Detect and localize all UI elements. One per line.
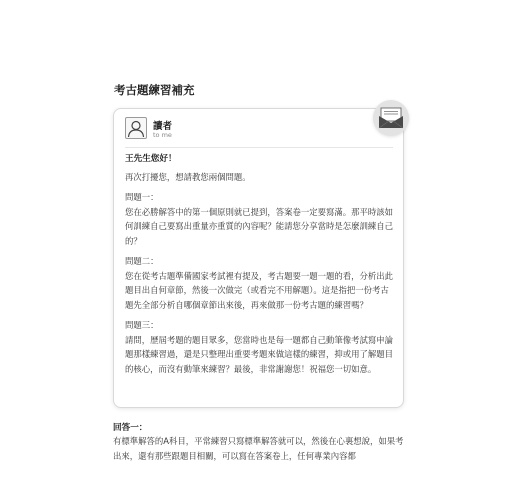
question-label: 問題一： bbox=[125, 192, 159, 202]
letter-intro: 再次打擾您，想請教您兩個問題。 bbox=[125, 171, 251, 182]
question-text: 請問，歷屆考題的題目眾多，您當時也是每一題都自己動筆像考試寫申論題那樣練習過，還是只整理出重要考題來做這樣的練習，抑或用了解題目的核心，而沒有動筆來練習？最後，非常謝謝您！祝福您一切如意。 bbox=[125, 334, 393, 374]
question-label: 問題三： bbox=[125, 320, 159, 330]
recipient-label: to me bbox=[153, 131, 172, 139]
envelope-icon bbox=[373, 100, 409, 136]
reader-letter-card bbox=[113, 108, 404, 408]
section-title: 考古題練習補充 bbox=[114, 83, 195, 97]
letter-header bbox=[125, 117, 393, 148]
letter-body bbox=[125, 151, 395, 376]
person-avatar-icon bbox=[125, 117, 147, 139]
question-label: 問題二： bbox=[125, 256, 159, 266]
question-text: 您在從考古題準備國家考試裡有提及，考古題要一題一題的看，分析出此題目出自何章節，然後一次做完（或看完不用解題）。這是指把一份考古題先全部分析自哪個章節出來後，再來做那一份考古題的練習嗎？ bbox=[125, 270, 393, 310]
answer-label: 回答一： bbox=[113, 423, 148, 433]
sender-name: 讀者 bbox=[153, 121, 173, 132]
answer-text: 有標準解答的A科目，平常練習只寫標準解答就可以，然後在心裏想說，如果考出來，還有那些跟題目相關，可以寫在答案卷上，任何專業內容都 bbox=[113, 436, 404, 461]
letter-greeting: 王先生您好！ bbox=[125, 154, 177, 164]
question-text: 您在必勝解答中的第一個原則就已提到，答案卷一定要寫滿。那平時該如何訓練自己要寫出重量亦重質的內容呢？能請您分享當時是怎麼訓練自己的？ bbox=[125, 206, 393, 246]
